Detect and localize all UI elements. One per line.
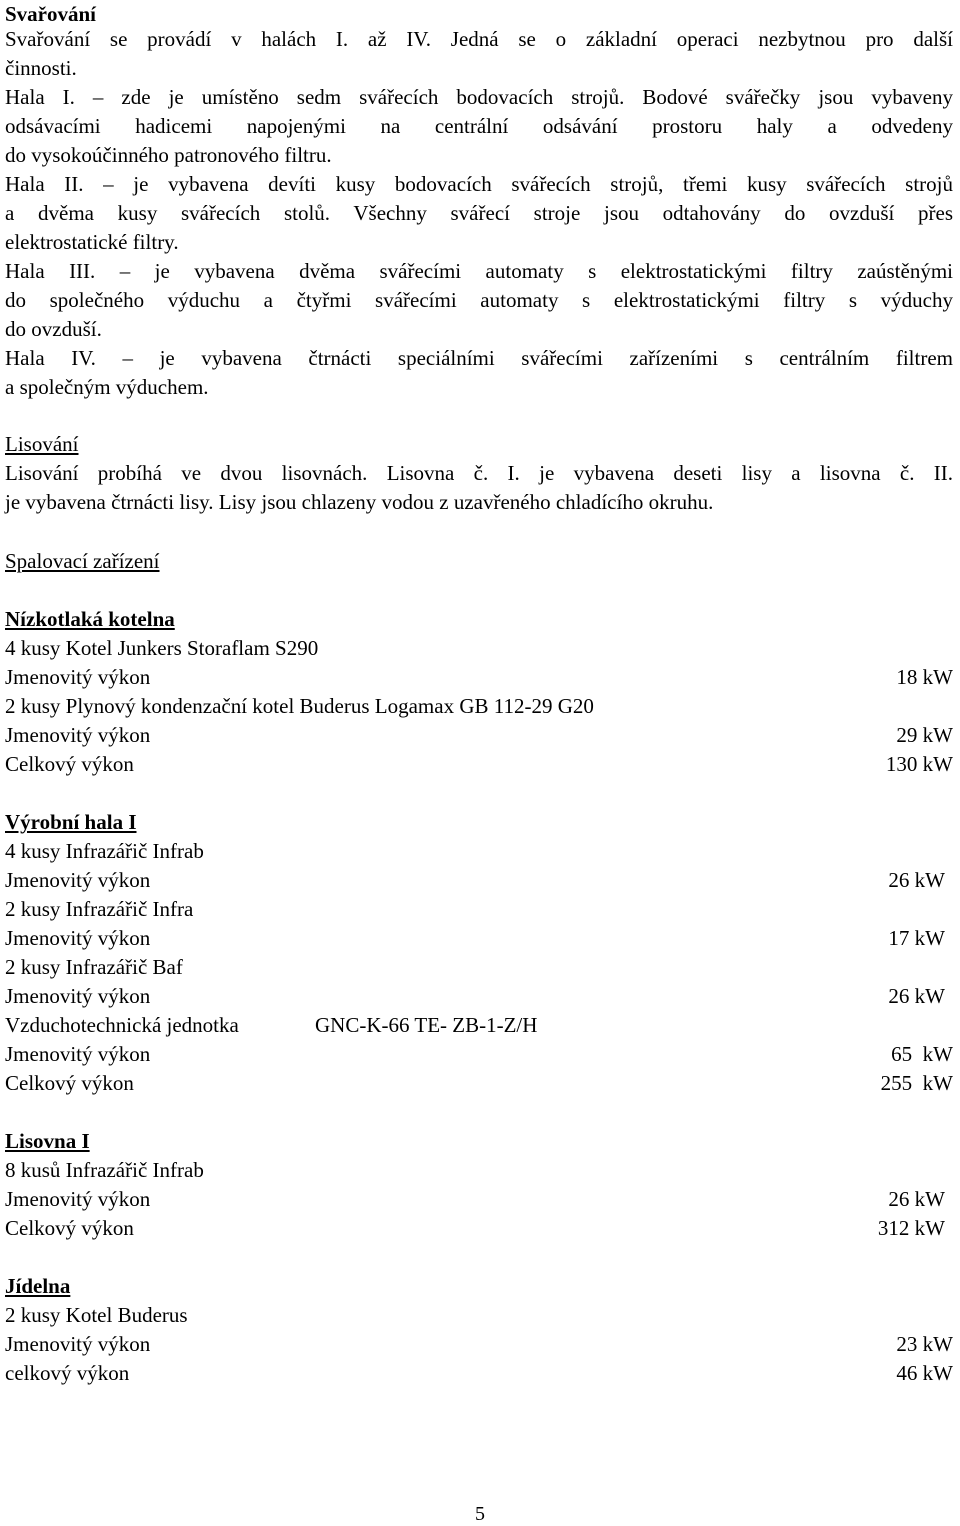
- spec-row: [5, 1359, 953, 1388]
- spec-value: 18 kW: [896, 665, 953, 689]
- spec-row: [5, 1214, 953, 1243]
- spec-row: [5, 1069, 953, 1098]
- spec-label: 2 kusy Infrazářič Infra: [5, 897, 194, 921]
- page-number: 5: [475, 1503, 485, 1525]
- welding-line: Hala III. – je vybavena dvěma svářecími automaty s elektrostatickými filtry zaústěnými: [5, 259, 953, 283]
- welding-line: do ovzduší.: [5, 317, 102, 341]
- section-heading: Výrobní hala I: [5, 810, 137, 834]
- section-heading: Jídelna: [5, 1274, 71, 1298]
- spec-label: Jmenovitý výkon: [5, 1042, 151, 1066]
- spec-row: [5, 721, 953, 750]
- spec-model: GNC-K-66 TE- ZB-1-Z/H: [315, 1013, 538, 1037]
- spec-row: [5, 837, 953, 866]
- spec-value: 130 kW: [885, 752, 953, 776]
- spec-row: [5, 895, 953, 924]
- spec-value: 26 kW: [888, 868, 945, 892]
- spec-label: Jmenovitý výkon: [5, 984, 151, 1008]
- spec-value: 46 kW: [896, 1361, 953, 1385]
- welding-line: Svařování se provádí v halách I. až IV. Jedná se o základní operaci nezbytnou pro další: [5, 27, 953, 51]
- spec-label: 8 kusů Infrazářič Infrab: [5, 1158, 204, 1182]
- spec-row: [5, 924, 953, 953]
- spec-value: 26 kW: [888, 1187, 945, 1211]
- welding-line: a společným výduchem.: [5, 375, 209, 399]
- welding-line: Hala IV. – je vybavena čtrnácti speciálními svářecími zařízeními s centrálním filtrem: [5, 346, 953, 370]
- spec-label: Celkový výkon: [5, 1071, 134, 1095]
- spec-value: 255 kW: [880, 1071, 953, 1095]
- spec-label: 2 kusy Plynový kondenzační kotel Buderus Logamax GB 112-29 G20: [5, 694, 594, 718]
- spec-value: 312 kW: [877, 1216, 945, 1240]
- spec-label: Jmenovitý výkon: [5, 723, 151, 747]
- spec-label: 4 kusy Infrazářič Infrab: [5, 839, 204, 863]
- spec-value: 29 kW: [896, 723, 953, 747]
- spec-row: [5, 1011, 953, 1040]
- spec-row: [5, 866, 953, 895]
- section-heading: Nízkotlaká kotelna: [5, 607, 175, 631]
- section-heading: Lisovna I: [5, 1129, 90, 1153]
- welding-line: a dvěma kusy svářecích stolů. Všechny svářecí stroje jsou odtahovány do ovzduší přes: [5, 201, 953, 225]
- spec-row: [5, 750, 953, 779]
- combustion-heading: Spalovací zařízení: [5, 549, 160, 573]
- spec-value: 23 kW: [896, 1332, 953, 1356]
- welding-line: Hala I. – zde je umístěno sedm svářecích bodovacích strojů. Bodové svářečky jsou vybaveny: [5, 85, 953, 109]
- spec-label: Jmenovitý výkon: [5, 926, 151, 950]
- spec-label: Celkový výkon: [5, 1216, 134, 1240]
- spec-value: 17 kW: [888, 926, 945, 950]
- spec-label: 2 kusy Infrazářič Baf: [5, 955, 183, 979]
- spec-row: [5, 1330, 953, 1359]
- spec-row: [5, 1185, 953, 1214]
- spec-label: Jmenovitý výkon: [5, 665, 151, 689]
- welding-line: do vysokoúčinného patronového filtru.: [5, 143, 332, 167]
- spec-label: Jmenovitý výkon: [5, 1187, 151, 1211]
- spec-row: [5, 692, 953, 721]
- spec-value: 26 kW: [888, 984, 945, 1008]
- spec-row: [5, 663, 953, 692]
- spec-row: [5, 634, 953, 663]
- spec-row: [5, 953, 953, 982]
- pressing-heading: Lisování: [5, 432, 79, 456]
- spec-row: [5, 1301, 953, 1330]
- spec-label: Celkový výkon: [5, 752, 134, 776]
- welding-heading: Svařování: [5, 2, 97, 26]
- spec-label: 4 kusy Kotel Junkers Storaflam S290: [5, 636, 319, 660]
- spec-label: Jmenovitý výkon: [5, 868, 151, 892]
- welding-line: činnosti.: [5, 56, 77, 80]
- spec-row: [5, 1156, 953, 1185]
- pressing-line: Lisování probíhá ve dvou lisovnách. Lisovna č. I. je vybavena deseti lisy a lisovna č. II.: [5, 461, 953, 485]
- welding-line: do společného výduchu a čtyřmi svářecími automaty s elektrostatickými filtry s výduchy: [5, 288, 953, 312]
- spec-row: [5, 1040, 953, 1069]
- welding-line: Hala II. – je vybavena devíti kusy bodovacích svářecích strojů, třemi kusy svářecích strojů: [5, 172, 953, 196]
- spec-label: 2 kusy Kotel Buderus: [5, 1303, 188, 1327]
- welding-line: elektrostatické filtry.: [5, 230, 179, 254]
- welding-line: odsávacími hadicemi napojenými na centrální odsávání prostoru haly a odvedeny: [5, 114, 953, 138]
- spec-row: [5, 982, 953, 1011]
- spec-label: celkový výkon: [5, 1361, 130, 1385]
- spec-label: Vzduchotechnická jednotka: [5, 1013, 239, 1037]
- spec-label: Jmenovitý výkon: [5, 1332, 151, 1356]
- spec-value: 65 kW: [891, 1042, 953, 1066]
- pressing-line: je vybavena čtrnácti lisy. Lisy jsou chlazeny vodou z uzavřeného chladícího okruhu.: [5, 490, 714, 514]
